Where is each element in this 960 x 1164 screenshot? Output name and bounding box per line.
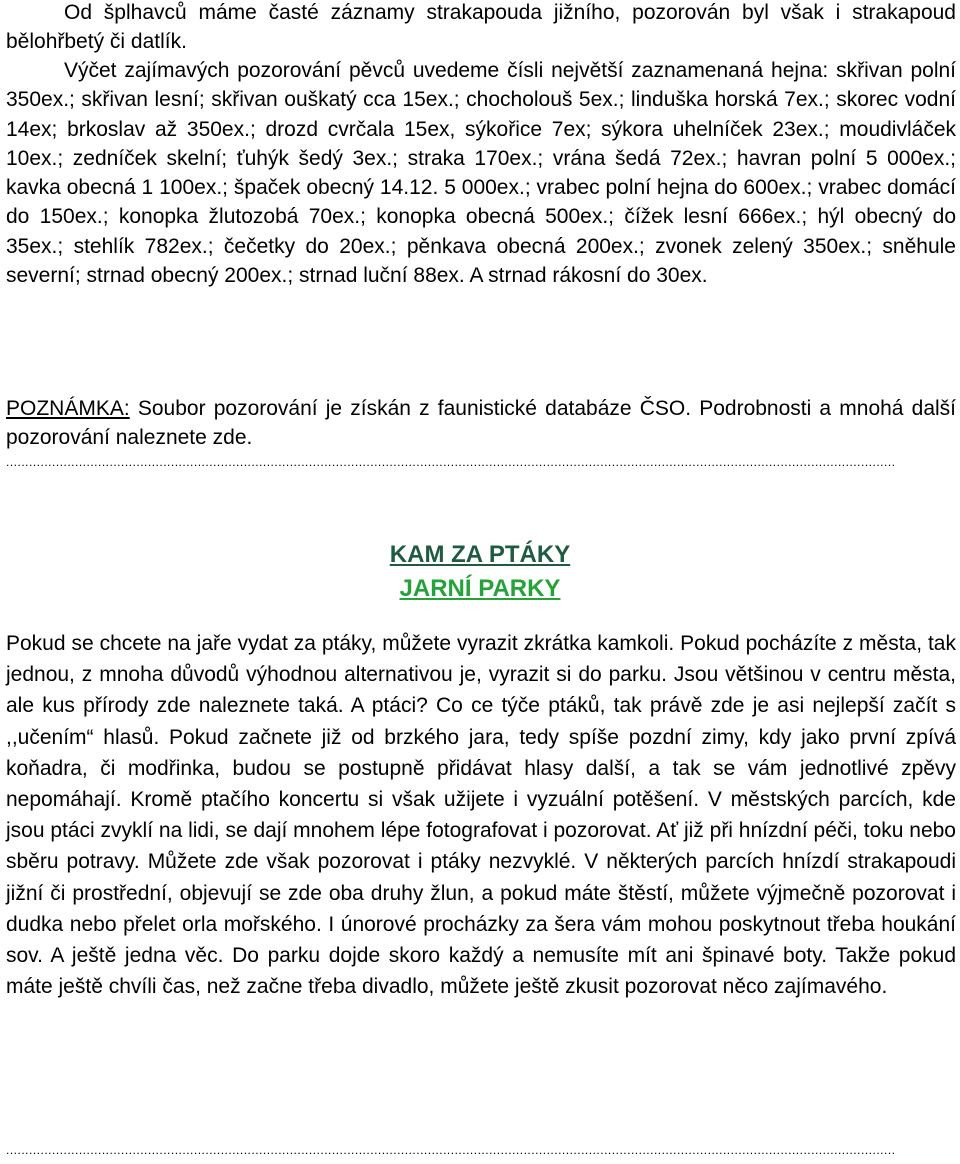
subsection-heading[interactable]: JARNÍ PARKY — [399, 575, 561, 602]
separator-dots-bottom: ........................................................................................................................................................................................................................................ — [6, 1143, 896, 1157]
section-heading[interactable]: KAM ZA PTÁKY — [389, 541, 571, 568]
note-label: POZNÁMKA: — [6, 397, 130, 420]
separator-dots: ........................................................................................................................................................................................................................................ — [6, 455, 896, 469]
spring-parks-paragraph: Pokud se chcete na jaře vydat za ptáky, můžete vyrazit zkrátka kamkoli. Pokud pocházíte z města, tak jednou, z mnoha důvodů výhodnou alternativou je, vyrazit si do parku. Jsou většinou v centru města, ale kus přírody zde naleznete taká. A ptáci? Co ce týče ptáků, tak právě zde je asi nejlepší začít s ,,učením“ hlasů. Pokud začnete již od brzkého jara, tedy spíše pozdní zimy, kdy jako první zpívá koňadra, či modřinka, budou se postupně přidávat hlasy další, a tak se vám jednotlivé zpěvy nepomáhají. Kromě ptačího koncertu si však užijete i vyzuální potěšení. V městských parcích, kde jsou ptáci zvyklí na lidi, se dají mnohem lépe fotografovat i pozorovat. Ať již při hnízdní péči, toku nebo sběru potravy. Můžete zde však pozorovat i ptáky nezvyklé. V některých parcích hnízdí strakapoudi jižní či prostřední, objevují se zde oba druhy žlun, a pokud máte štěstí, můžete výjmečně pozorovat i dudka nebo přelet orla mořského. I únorové procházky za šera vám mohou poskytnout třeba houkání sov. A ještě jedna věc. Do parku dojde skoro každý a nemusíte mít ani špinavé boty. Takže pokud máte ještě chvíli čas, než začne třeba divadlo, můžete ještě zkusit pozorovat něco zajímavého. — [6, 632, 956, 999]
note-text: Soubor pozorování je získán z faunistické databáze ČSO. Podrobnosti a mnohá další pozorování naleznete zde. — [6, 397, 956, 449]
woodpecker-paragraph: Od šplhavců máme časté záznamy strakapouda jižního, pozorován byl však i strakapoud bělohřbetý či datlík. — [6, 1, 956, 54]
songbird-observations-paragraph: Výčet zajímavých pozorování pěvců uvedeme čísli největší zaznamenaná hejna: skřivan polní 350ex.; skřivan lesní; skřivan ouškatý cca 15ex.; chocholouš 5ex.; linduška horská 7ex.; skorec vodní 14ex; brkoslav až 350ex.; drozd cvrčala 15ex, sýkořice 7ex; sýkora uhelníček 23ex.; moudivláček 10ex.; zedníček skelní; ťuhýk šedý 3ex.; straka 170ex.; vrána šedá 72ex.; havran polní 5 000ex.; kavka obecná 1 100ex.; špaček obecný 14.12. 5 000ex.; vrabec polní hejna do 600ex.; vrabec domácí do 150ex.; konopka žlutozobá 70ex.; konopka obecná 500ex.; čížek lesní 666ex.; hýl obecný do 35ex.; stehlík 782ex.; čečetky do 20ex.; pěnkava obecná 200ex.; zvonek zelený 350ex.; sněhule severní; strnad obecný 200ex.; strnad luční 88ex. A strnad rákosní do 30ex. — [6, 59, 956, 288]
note-paragraph — [6, 394, 956, 452]
